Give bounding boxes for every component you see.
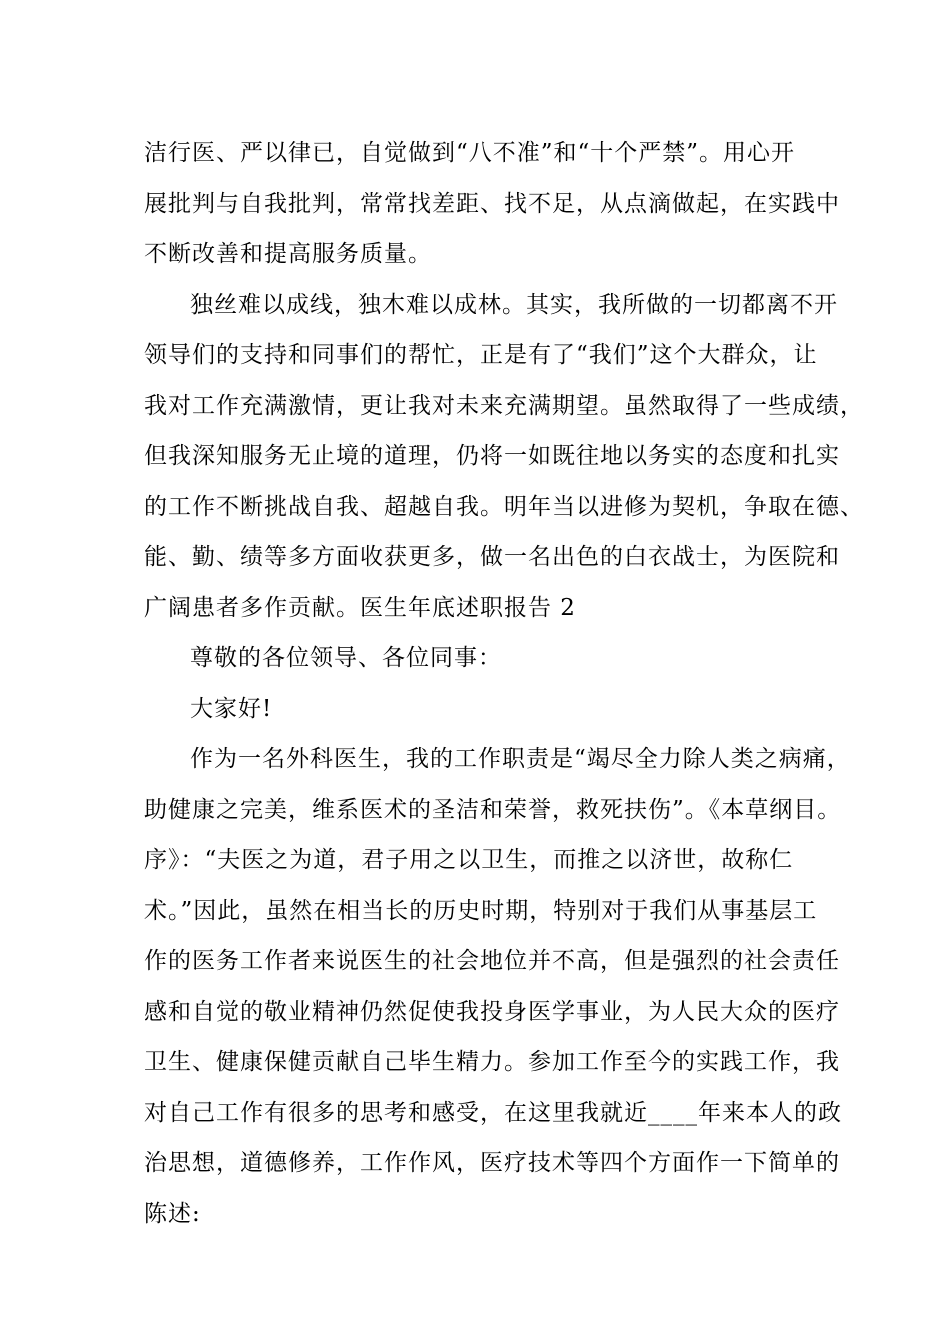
text-line: 术。”因此，虽然在相当长的历史时期，特别对于我们从事基层工 xyxy=(144,897,818,924)
text-line: 领导们的支持和同事们的帮忙，正是有了“我们”这个大群众，让 xyxy=(144,342,818,368)
text-line: 展批判与自我批判，常常找差距、找不足，从点滴做起，在实践中 xyxy=(144,190,840,217)
text-line: 感和自觉的敬业精神仍然促使我投身医学事业，为人民大众的医疗 xyxy=(144,998,840,1025)
text-line: 能、勤、绩等多方面收获更多，做一名出色的白衣战士，为医院和 xyxy=(144,544,840,570)
text-line: 我对工作充满激情，更让我对未来充满期望。虽然取得了一些成绩， xyxy=(144,392,864,419)
text-line: 大家好! xyxy=(190,695,273,722)
text-line: 作为一名外科医生，我的工作职责是“竭尽全力除人类之病痛， xyxy=(190,746,851,772)
text-line: 治思想，道德修养，工作作风，医疗技术等四个方面作一下简单的 xyxy=(144,1150,840,1176)
text-line: 独丝难以成线，独木难以成林。其实，我所做的一切都离不开 xyxy=(190,291,838,318)
text-line: 序》：“夫医之为道，君子用之以卫生，而推之以济世，故称仁 xyxy=(144,847,794,873)
text-line: 陈述: xyxy=(144,1200,201,1227)
text-line: 助健康之完美，维系医术的圣洁和荣誉，救死扶伤”。《本草纲目。 xyxy=(144,796,842,823)
text-line: 对自己工作有很多的思考和感受，在这里我就近____年来本人的政 xyxy=(144,1099,842,1126)
text-line: 但我深知服务无止境的道理，仍将一如既往地以务实的态度和扎实 xyxy=(144,443,840,469)
text-line: 作的医务工作者来说医生的社会地位并不高，但是强烈的社会责任 xyxy=(144,948,840,974)
text-line: 广阔患者多作贡献。医生年底述职报告 2 xyxy=(144,594,576,621)
text-line: 的工作不断挑战自我、超越自我。明年当以进修为契机，争取在德、 xyxy=(144,493,864,520)
text-line: 不断改善和提高服务质量。 xyxy=(144,241,432,267)
text-line: 卫生、健康保健贡献自己毕生精力。参加工作至今的实践工作，我 xyxy=(144,1049,840,1075)
text-line: 尊敬的各位领导、各位同事： xyxy=(190,645,502,671)
text-line: 洁行医、严以律已，自觉做到“八不准”和“十个严禁”。用心开 xyxy=(144,140,796,166)
body-text xyxy=(144,128,864,1239)
